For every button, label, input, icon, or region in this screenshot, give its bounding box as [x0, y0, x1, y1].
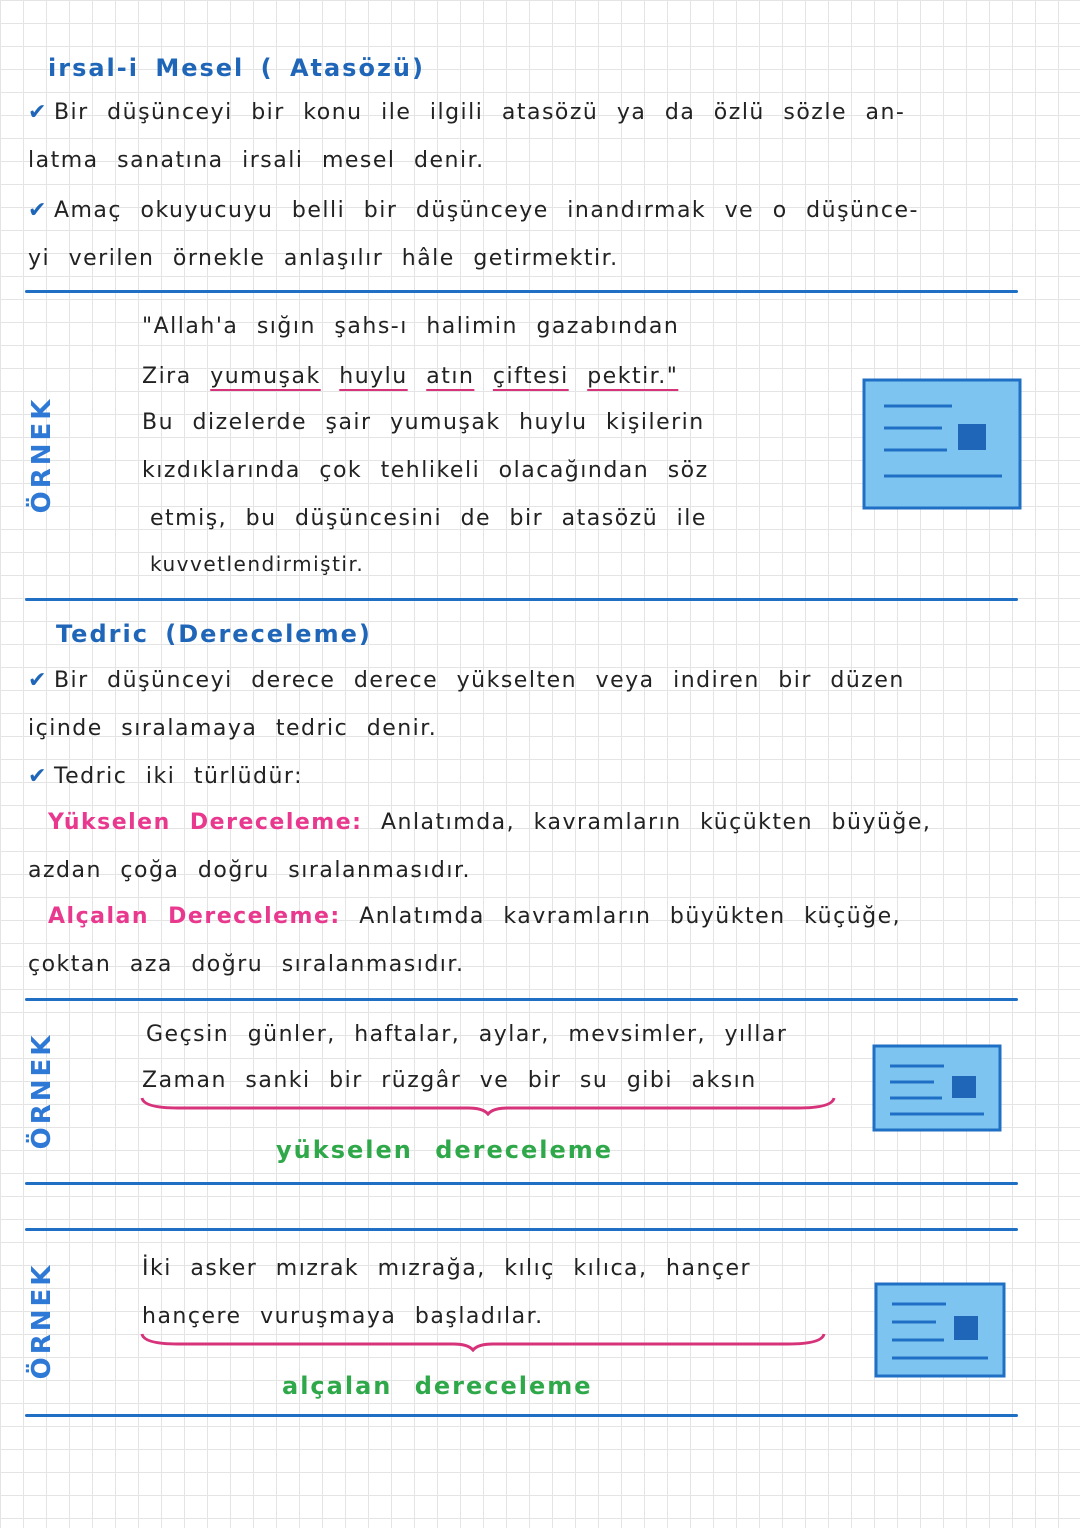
id-card-icon	[874, 1282, 1006, 1378]
tedric-paragraph-2: ✔ Tedric iki türlüdür:	[28, 764, 303, 789]
check-icon: ✔	[28, 764, 48, 789]
example-1-line-3: Bu dizelerde şair yumuşak huylu kişilerin	[142, 410, 705, 435]
example-1-line-2: Zira yumuşak huylu atın çiftesi pektir."	[142, 364, 679, 389]
yukselen-line-2: azdan çoğa doğru sıralanmasıdır.	[28, 858, 471, 883]
check-icon: ✔	[28, 198, 48, 223]
divider	[25, 1414, 1018, 1417]
id-card-icon	[872, 1044, 1002, 1132]
irsal-paragraph-2-line-2: yi verilen örnekle anlaşılır hâle getirmektir.	[28, 246, 619, 271]
divider	[25, 598, 1018, 601]
alcalan-line-1: Alçalan Dereceleme: Anlatımda kavramların büyükten küçüğe,	[48, 904, 902, 929]
irsal-paragraph-1-line-2: latma sanatına irsali mesel denir.	[28, 148, 485, 173]
alcalan-label: Alçalan Dereceleme:	[48, 904, 341, 929]
tedric-paragraph-1-line-1: ✔ Bir düşünceyi derece derece yükselten veya indiren bir düzen	[28, 668, 905, 693]
example-3-line-2: hançere vuruşmaya başladılar.	[142, 1304, 544, 1329]
divider	[25, 290, 1018, 293]
tedric-paragraph-1-line-2: içinde sıralamaya tedric denir.	[28, 716, 438, 741]
divider	[25, 998, 1018, 1001]
example-2-caption: yükselen dereceleme	[276, 1136, 614, 1164]
irsal-paragraph-2-line-1: ✔ Amaç okuyucuyu belli bir düşünceye inandırmak ve o düşünce-	[28, 198, 919, 223]
alcalan-line-2: çoktan aza doğru sıralanmasıdır.	[28, 952, 465, 977]
example-1-line-6: kuvvetlendirmiştir.	[150, 552, 365, 576]
section-title-tedric: Tedric (Dereceleme)	[56, 620, 372, 648]
example-2-line-1: Geçsin günler, haftalar, aylar, mevsimler, yıllar	[146, 1022, 788, 1047]
example-3-line-1: İki asker mızrak mızrağa, kılıç kılıca, hançer	[142, 1256, 752, 1281]
brace-underline	[138, 1094, 838, 1116]
example-1-line-5: etmiş, bu düşüncesini de bir atasözü ile	[150, 506, 707, 531]
yukselen-label: Yükselen Dereceleme:	[48, 810, 363, 835]
section-title-irsal: irsal-i Mesel ( Atasözü)	[48, 54, 425, 82]
example-1-line-4: kızdıklarında çok tehlikeli olacağından söz	[142, 458, 709, 483]
example-3-caption: alçalan dereceleme	[282, 1372, 593, 1400]
irsal-paragraph-1-line-1: ✔ Bir düşünceyi bir konu ile ilgili atasözü ya da özlü sözle an-	[28, 100, 906, 125]
check-icon: ✔	[28, 100, 48, 125]
check-icon: ✔	[28, 668, 48, 693]
brace-underline	[138, 1330, 828, 1352]
example-2-line-2: Zaman sanki bir rüzgâr ve bir su gibi aksın	[142, 1068, 757, 1093]
example-1-line-1: "Allah'a sığın şahs-ı halimin gazabından	[142, 314, 680, 339]
id-card-icon	[862, 378, 1022, 510]
yukselen-line-1: Yükselen Dereceleme: Anlatımda, kavramların küçükten büyüğe,	[48, 810, 932, 835]
ornek-side-label: ÖRNEK	[27, 1262, 57, 1380]
divider	[25, 1228, 1018, 1231]
ornek-side-label: ÖRNEK	[27, 1032, 57, 1150]
divider	[25, 1182, 1018, 1185]
ornek-side-label: ÖRNEK	[27, 396, 57, 514]
